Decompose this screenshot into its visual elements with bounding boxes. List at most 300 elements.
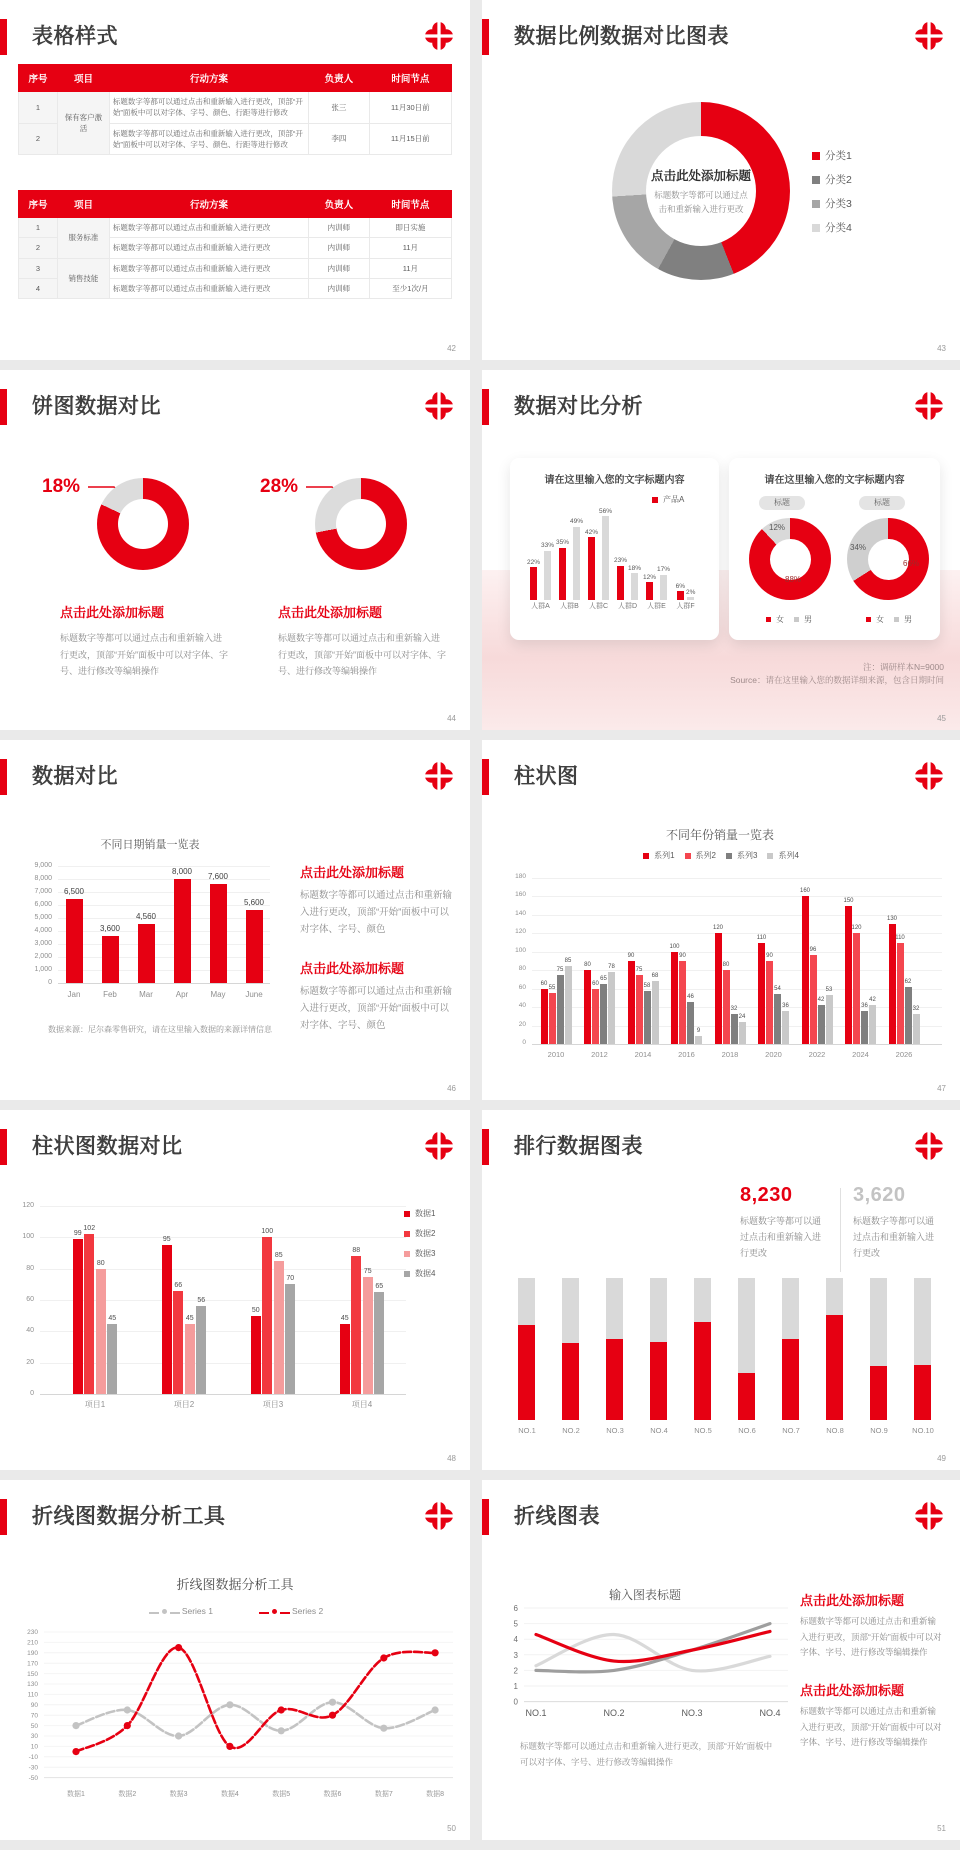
bar-value-label: 78 xyxy=(608,964,615,971)
bar xyxy=(897,943,904,1044)
axis-tick-label: 10 xyxy=(30,1743,38,1751)
legend-label: 男 xyxy=(804,615,812,624)
x-axis-label: 人群E xyxy=(647,603,666,610)
bar-value-label: 24 xyxy=(738,1013,746,1020)
table-cell: 保有客户激活 xyxy=(57,92,109,155)
slide-header xyxy=(482,756,946,798)
axis-tick-label: 5 xyxy=(513,1619,518,1629)
x-axis-label: 2022 xyxy=(808,1050,826,1059)
table-cell: 11月 xyxy=(369,238,451,258)
pie-block xyxy=(256,442,466,718)
x-axis-label: 数据5 xyxy=(272,1791,291,1798)
x-axis-label: 人群B xyxy=(560,603,579,610)
block-text: 标题数字等都可以通过点击和重新输入进行更改，顶部“开始”面板中可以对字体、字号、颜色 xyxy=(300,890,453,936)
bar-value-label: 75 xyxy=(363,1267,372,1275)
axis-tick-label: 0 xyxy=(522,1039,526,1046)
bar-pair xyxy=(676,504,696,600)
chart-legend xyxy=(482,850,960,861)
axis-tick-label: 30 xyxy=(30,1733,38,1741)
bar-value-label: 33% xyxy=(541,542,555,549)
bar xyxy=(530,567,537,600)
legend-swatch xyxy=(404,1231,410,1237)
x-axis-label: NO.2 xyxy=(603,1708,625,1718)
bar xyxy=(766,961,773,1044)
chart-legend xyxy=(0,1606,470,1616)
axis-tick-label: 40 xyxy=(26,1327,34,1335)
legend-label: 数据2 xyxy=(415,1229,436,1238)
bar-column xyxy=(585,504,598,600)
bar-column xyxy=(676,504,685,600)
axis-tick-label: 120 xyxy=(515,928,526,936)
column-header: 项目 xyxy=(57,65,109,92)
stacked-bar-segment xyxy=(518,1278,535,1325)
axis-tick-label: 2,000 xyxy=(34,953,52,960)
bar-pair xyxy=(527,504,554,600)
table-cell: 内训师 xyxy=(309,218,370,238)
bar-value-label: 60 xyxy=(592,980,599,987)
donut-hole xyxy=(336,499,387,550)
table-cell: 张三 xyxy=(309,92,370,124)
column-header: 行动方案 xyxy=(109,65,308,92)
text-block xyxy=(800,1680,942,1751)
bar xyxy=(687,1002,694,1044)
legend-swatch xyxy=(162,1609,167,1614)
stacked-bar-segment xyxy=(738,1278,755,1373)
table-header-row xyxy=(19,65,452,92)
block-text: 标题数字等都可以通过点击和重新输入进行更改，顶部“开始”面板中可以对字体、字号、进行修改等编辑操作 xyxy=(800,1706,942,1748)
donut-hole xyxy=(118,499,169,550)
brand-logo-icon xyxy=(424,761,454,791)
legend-swatch xyxy=(404,1211,410,1217)
x-axis-label: Feb xyxy=(103,990,117,999)
bar-value-label: 18% xyxy=(628,564,642,572)
legend-item xyxy=(726,850,757,861)
x-axis-label: NO.1 xyxy=(518,1426,536,1435)
chart-caption: 标题数字等都可以通过点击和重新输入进行更改，顶部“开始”面板中可以对字体、字号、进行修改等编辑操作 xyxy=(520,1741,773,1768)
x-axis-label: June xyxy=(245,990,263,999)
bar-value-label: 42% xyxy=(584,528,598,536)
block-text: 标题数字等都可以通过点击和重新输入进行更改，顶部“开始”面板中可以对字体、字号、进行修改等编辑操作 xyxy=(278,633,446,677)
accent-bar xyxy=(482,759,489,795)
axis-tick-label: -10 xyxy=(28,1754,38,1761)
slide-header xyxy=(482,1126,946,1168)
axis-tick-label: 180 xyxy=(515,873,526,880)
x-axis-label: 2018 xyxy=(721,1050,739,1059)
brand-logo-icon xyxy=(914,1131,944,1161)
bar-pair xyxy=(643,504,670,600)
x-axis-label: 2014 xyxy=(634,1050,652,1059)
legend-item xyxy=(812,220,852,235)
bar xyxy=(544,551,551,601)
bar-value-label: 32 xyxy=(730,1006,738,1013)
legend-label: 数据4 xyxy=(415,1269,436,1278)
bar xyxy=(549,993,556,1044)
page-number: 47 xyxy=(937,1084,946,1093)
x-axis-label: 项目4 xyxy=(351,1400,373,1409)
slide-donut-proportion xyxy=(482,0,960,360)
legend-label: 男 xyxy=(904,615,912,624)
bar xyxy=(869,1005,876,1044)
x-axis-label: 数据3 xyxy=(169,1791,188,1798)
slide-title: 数据比例数据对比图表 xyxy=(514,25,729,48)
bar xyxy=(185,1324,195,1395)
slide-data-compare-bars xyxy=(0,740,470,1100)
donut-chart xyxy=(315,478,407,570)
bar-value-label: 2% xyxy=(686,588,696,596)
gridline xyxy=(532,896,942,897)
percent-callout: 28% xyxy=(260,476,299,497)
slide-ranking-chart xyxy=(482,1110,960,1470)
bar xyxy=(631,573,638,600)
bar xyxy=(861,1011,868,1044)
bar xyxy=(715,933,722,1044)
legend-swatch xyxy=(812,152,820,160)
bar-group xyxy=(642,504,671,610)
text-block xyxy=(800,1590,942,1661)
text-block xyxy=(300,958,458,1034)
bar xyxy=(557,975,564,1044)
bar xyxy=(739,1022,746,1044)
legend-label: 女 xyxy=(776,615,784,624)
donut-center-text xyxy=(612,102,790,280)
legend-label: 系列4 xyxy=(778,851,799,860)
data-point-marker xyxy=(72,1722,79,1729)
axis-tick-label: 20 xyxy=(518,1020,526,1028)
bar-value-label: 99 xyxy=(73,1229,82,1237)
gridline xyxy=(532,878,942,879)
bar-value-label: 45 xyxy=(185,1314,194,1322)
page-number: 50 xyxy=(447,1824,456,1833)
percent-callout: 18% xyxy=(42,476,81,497)
gridline xyxy=(40,1237,406,1238)
block-title: 点击此处添加标题 xyxy=(300,961,405,976)
legend-item xyxy=(685,850,716,861)
axis-tick-label: 1,000 xyxy=(34,966,52,973)
brand-logo-icon xyxy=(424,391,454,421)
bar xyxy=(573,527,580,601)
text-block xyxy=(300,862,458,938)
bar-value-label: 85 xyxy=(564,957,572,964)
x-axis-label: NO.1 xyxy=(525,1708,547,1718)
stacked-bar-segment xyxy=(826,1278,843,1315)
bar xyxy=(541,989,548,1044)
legend-swatch xyxy=(794,617,799,622)
bar-value-label: 130 xyxy=(886,916,897,923)
donut-chart-card xyxy=(729,458,940,640)
bar xyxy=(363,1277,373,1395)
page-number: 43 xyxy=(937,344,946,353)
table-cell: 标题数字等都可以通过点击和重新输入进行更改，顶部“开始”面板中可以对字体、字号、颜色、行距等进行修改 xyxy=(109,92,308,124)
bar-value-label: 42 xyxy=(869,997,876,1004)
bar-value-label: 80 xyxy=(96,1259,105,1267)
accent-bar xyxy=(0,759,7,795)
mini-legend xyxy=(841,614,937,625)
slide-title: 柱状图 xyxy=(514,765,579,788)
x-axis-label: Jan xyxy=(67,990,81,999)
bar-chart xyxy=(526,504,700,610)
slide-header xyxy=(0,386,456,428)
data-point-marker xyxy=(72,1748,79,1755)
gridline xyxy=(532,970,942,971)
brand-logo-icon xyxy=(424,1501,454,1531)
bar-value-label: 150 xyxy=(843,897,854,904)
data-point-marker xyxy=(124,1722,131,1729)
legend-label: 系列3 xyxy=(737,851,758,860)
x-axis-label: 2010 xyxy=(547,1050,565,1059)
accent-bar xyxy=(0,1499,7,1535)
bar-value-label: 68 xyxy=(651,973,659,980)
x-axis-label: 2016 xyxy=(678,1050,695,1059)
legend-swatch xyxy=(766,617,771,622)
source-note: Source：请在这里输入您的数据详细来源，包含日期时间 xyxy=(730,675,944,685)
bar-column xyxy=(686,504,695,600)
bar xyxy=(913,1014,920,1044)
data-point-marker xyxy=(175,1732,182,1739)
donut-label: 34% xyxy=(850,543,867,552)
x-axis-label: NO.10 xyxy=(912,1426,934,1435)
table-cell: 销售技能 xyxy=(57,258,109,299)
bar-value-label: 102 xyxy=(83,1225,96,1233)
bar-value-label: 4,560 xyxy=(135,911,157,921)
x-axis-label: 数据6 xyxy=(323,1791,342,1798)
donut-hole xyxy=(770,539,811,580)
stacked-bar-segment xyxy=(738,1373,755,1420)
bar-value-label: 95 xyxy=(162,1236,171,1244)
slide-header xyxy=(482,1496,946,1538)
table-cell: 3 xyxy=(19,258,58,278)
x-axis-label: 2020 xyxy=(765,1050,782,1059)
bar-value-label: 62 xyxy=(904,978,912,985)
bar-value-label: 17% xyxy=(657,566,671,573)
axis-tick-label: 20 xyxy=(26,1358,34,1366)
chart-legend xyxy=(812,148,852,235)
bar-value-label: 6,500 xyxy=(63,886,85,896)
legend-label: Series 1 xyxy=(181,1606,213,1616)
slide-data-analysis xyxy=(482,370,960,730)
legend-label: 数据1 xyxy=(415,1209,436,1218)
slide-title: 表格样式 xyxy=(32,25,118,48)
bar xyxy=(889,924,896,1044)
bar-value-label: 100 xyxy=(261,1228,274,1236)
table-cell: 标题数字等都可以通过点击和重新输入进行更改 xyxy=(109,258,308,278)
x-axis-label: 项目3 xyxy=(262,1400,284,1409)
column-header: 序号 xyxy=(19,65,58,92)
bar-value-label: 100 xyxy=(669,943,680,950)
accent-bar xyxy=(0,19,7,55)
legend-label: 分类4 xyxy=(825,222,852,234)
bar-value-label: 46 xyxy=(687,993,694,1000)
stacked-bar-segment xyxy=(914,1278,931,1365)
accent-bar xyxy=(482,1499,489,1535)
slide-title: 折线图数据分析工具 xyxy=(32,1505,226,1528)
gridline xyxy=(40,1206,406,1207)
table-cell: 11月15日前 xyxy=(369,123,451,155)
bar-column xyxy=(570,504,583,600)
page-number: 49 xyxy=(937,1454,946,1463)
accent-bar xyxy=(482,1129,489,1165)
bar xyxy=(196,1306,206,1394)
page-number: 46 xyxy=(447,1084,456,1093)
bar-column xyxy=(599,504,612,600)
stat-block xyxy=(853,1184,941,1272)
sample-note: 注：调研样本N=9000 xyxy=(862,662,944,672)
data-point-marker xyxy=(278,1706,285,1713)
bar-group xyxy=(584,504,613,610)
legend-swatch xyxy=(272,1609,277,1614)
bar-value-label: 110 xyxy=(756,934,767,941)
bar-value-label: 75 xyxy=(556,966,564,973)
gridline xyxy=(58,879,270,880)
axis-tick-label: 1 xyxy=(513,1682,518,1691)
accent-bar xyxy=(482,19,489,55)
bar-value-label: 7,600 xyxy=(207,872,229,882)
legend-swatch xyxy=(812,176,820,184)
gridline xyxy=(532,933,942,934)
bar xyxy=(210,884,227,983)
stat-text: 标题数字等都可以通过点击和重新输入进行更改 xyxy=(853,1216,935,1259)
stat-value: 3,620 xyxy=(853,1184,906,1206)
donut-label: 66% xyxy=(903,559,920,568)
table-cell: 2 xyxy=(19,238,58,258)
data-point-marker xyxy=(432,1706,439,1713)
slide-header xyxy=(0,756,456,798)
x-axis-label: NO.9 xyxy=(870,1426,888,1435)
chart-title: 不同年份销量一览表 xyxy=(665,828,774,842)
x-axis-label: 2012 xyxy=(591,1050,608,1059)
bar xyxy=(588,537,595,600)
accent-bar xyxy=(0,389,7,425)
bar xyxy=(73,1239,83,1394)
bar-value-label: 96 xyxy=(809,947,817,954)
axis-tick-label: 120 xyxy=(22,1202,34,1209)
styled-table xyxy=(18,190,452,299)
legend-swatch xyxy=(170,1612,180,1614)
bar-value-label: 50 xyxy=(251,1306,260,1314)
axis-tick-label: 40 xyxy=(518,1002,526,1010)
block-text: 标题数字等都可以通过点击和重新输入进行更改，顶部“开始”面板中可以对字体、字号、颜色 xyxy=(300,986,453,1032)
pie-block xyxy=(38,442,248,718)
gridline xyxy=(532,952,942,953)
slide-header xyxy=(482,386,946,428)
gridline xyxy=(40,1394,406,1395)
axis-tick-label: 0 xyxy=(48,979,52,986)
bar-value-label: 56% xyxy=(599,507,613,515)
gridline xyxy=(532,915,942,916)
legend-item xyxy=(894,614,912,625)
legend-swatch xyxy=(643,853,649,859)
table-cell: 标题数字等都可以通过点击和重新输入进行更改，顶部“开始”面板中可以对字体、字号、颜色、行距等进行修改 xyxy=(109,123,308,155)
bar-value-label: 110 xyxy=(895,934,905,941)
legend-swatch xyxy=(866,617,871,622)
legend-swatch xyxy=(812,224,820,232)
slide-table-styles xyxy=(0,0,470,360)
legend-label: 系列1 xyxy=(654,851,675,860)
x-axis-label: 数据2 xyxy=(118,1791,137,1798)
action-plan-table-2 xyxy=(18,190,452,299)
x-axis-label: NO.4 xyxy=(759,1708,781,1718)
axis-tick-label: 170 xyxy=(27,1660,38,1668)
x-axis-label: NO.5 xyxy=(694,1426,712,1435)
axis-tick-label: 7,000 xyxy=(34,888,52,895)
column-header: 负责人 xyxy=(309,65,370,92)
bar xyxy=(107,1324,117,1395)
x-axis-label: NO.6 xyxy=(738,1426,756,1435)
accent-bar xyxy=(482,389,489,425)
legend-item xyxy=(257,1606,323,1616)
axis-tick-label: 210 xyxy=(27,1639,38,1647)
stacked-bar-segment xyxy=(518,1325,535,1420)
stat-text: 标题数字等都可以通过点击和重新输入进行更改 xyxy=(740,1216,822,1259)
data-point-marker xyxy=(226,1701,233,1708)
bar-column xyxy=(628,504,641,600)
stats-panel xyxy=(740,1184,948,1272)
brand-logo-icon xyxy=(424,21,454,51)
legend-label: 数据3 xyxy=(415,1249,436,1258)
bar-value-label: 49% xyxy=(570,518,584,525)
bar-value-label: 5,600 xyxy=(243,898,265,908)
table-cell: 1 xyxy=(19,92,58,124)
bar-value-label: 8,000 xyxy=(171,867,193,876)
block-title: 点击此处添加标题 xyxy=(278,605,383,620)
legend-label: 分类1 xyxy=(825,150,852,162)
bar-column xyxy=(614,504,627,600)
legend-swatch xyxy=(652,497,658,503)
bar-value-label: 88 xyxy=(352,1247,361,1255)
stacked-bar-segment xyxy=(650,1342,667,1420)
axis-tick-label: 4 xyxy=(513,1635,518,1645)
axis-tick-label: 130 xyxy=(27,1681,38,1689)
brand-logo-icon xyxy=(914,761,944,791)
legend-swatch xyxy=(894,617,899,622)
axis-tick-label: 150 xyxy=(27,1670,38,1678)
data-point-marker xyxy=(226,1743,233,1750)
bar xyxy=(652,981,659,1044)
stacked-bar-segment xyxy=(650,1278,667,1342)
bar xyxy=(646,582,653,600)
legend-label: 产品A xyxy=(663,495,685,504)
bar-value-label: 6% xyxy=(675,582,685,590)
table-cell: 内训师 xyxy=(309,278,370,298)
slide-header xyxy=(0,1496,456,1538)
stacked-bar-segment xyxy=(782,1278,799,1339)
x-axis-label: 项目2 xyxy=(173,1400,195,1409)
axis-tick-label: 0 xyxy=(30,1390,34,1397)
data-point-marker xyxy=(380,1725,387,1732)
x-axis-label: Mar xyxy=(139,990,153,999)
block-title: 点击此处添加标题 xyxy=(300,865,405,880)
bar-column xyxy=(527,504,540,600)
bar xyxy=(695,1036,702,1044)
axis-tick-label: 70 xyxy=(30,1712,38,1720)
bar-value-label: 36 xyxy=(861,1002,868,1009)
x-axis-label: 数据8 xyxy=(426,1791,445,1798)
axis-tick-label: 2 xyxy=(513,1666,518,1676)
bar-pair xyxy=(585,504,612,600)
bar xyxy=(818,1005,825,1044)
bar xyxy=(660,575,667,601)
axis-tick-label: 60 xyxy=(518,983,526,991)
bar-column xyxy=(541,504,554,600)
title-badge: 标题 xyxy=(759,496,805,510)
gridline xyxy=(58,866,270,867)
legend-swatch xyxy=(259,1612,269,1614)
bar-value-label: 80 xyxy=(584,962,591,969)
table-cell: 内训师 xyxy=(309,238,370,258)
legend-swatch xyxy=(149,1612,159,1614)
table-cell: 2 xyxy=(19,123,58,155)
mini-legend xyxy=(741,614,837,625)
bar-group xyxy=(671,504,700,610)
